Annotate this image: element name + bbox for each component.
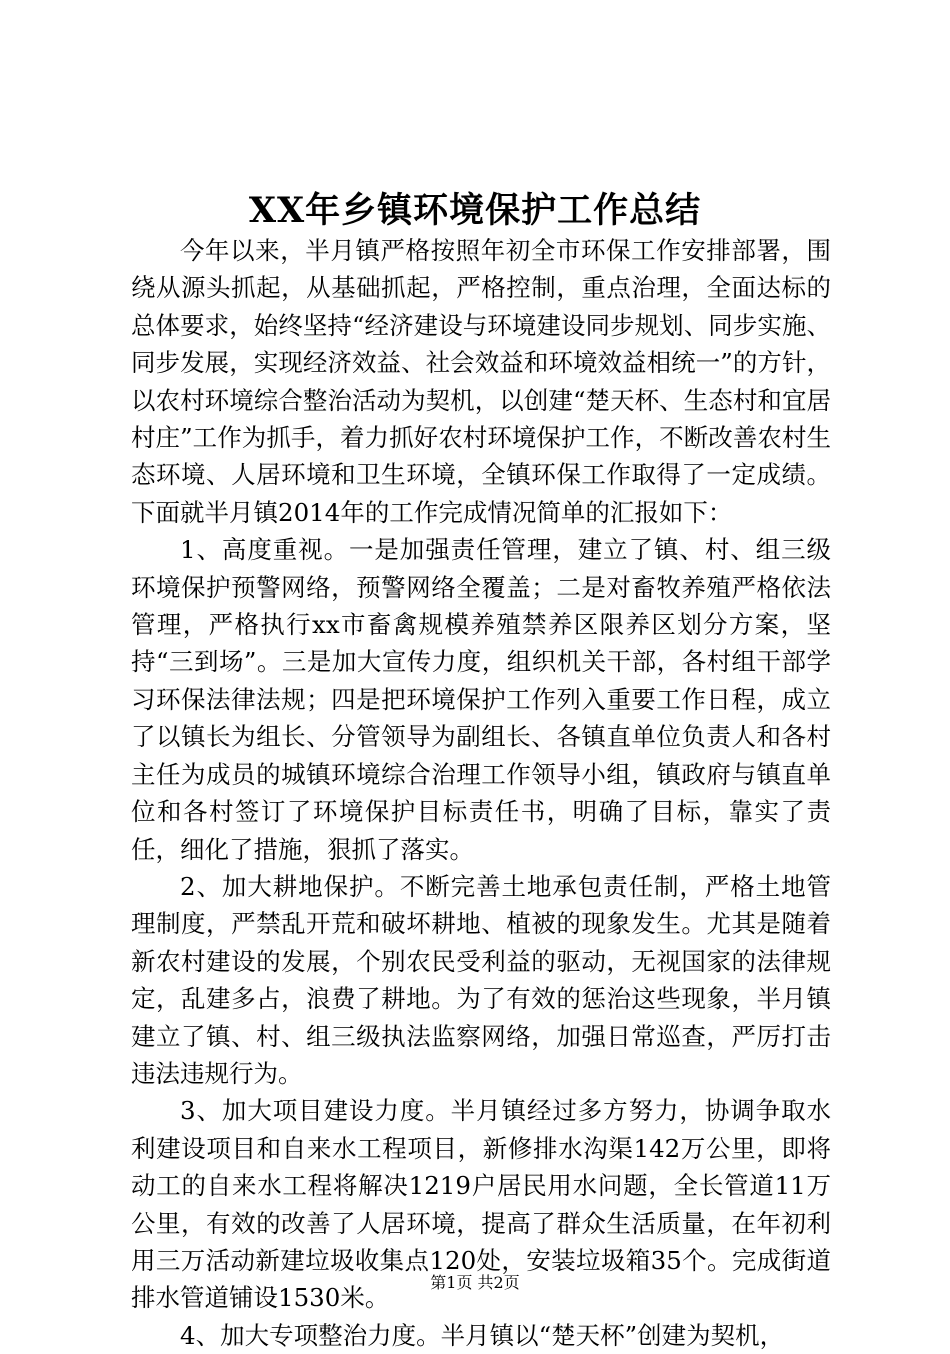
paragraph-item-3: 3、加大项目建设力度。半月镇经过多方努力，协调争取水利建设项目和自来水工程项目，新修排水沟渠142万公里，即将动工的自来水工程将解决1219户居民用水问题，全长管道11万公里，有效的改善了人居环境，提高了群众生活质量，在年初利用三万活动新建垃圾收集点120处，安装垃圾箱35个。完成街道排水管道铺设1530米。 [131,1096,831,1313]
document-title: XX年乡镇环境保护工作总结 [248,190,702,231]
page-number-footer: 第1页 共2页 [430,1273,520,1292]
document-body [131,232,831,1354]
paragraph-item-4: 4、加大专项整治力度。半月镇以“楚天杯”创建为契机， [180,1320,785,1350]
paragraph-intro: 今年以来，半月镇严格按照年初全市环保工作安排部署，围绕从源头抓起，从基础抓起，严格控制，重点治理，全面达标的总体要求，始终坚持“经济建设与环境建设同步规划、同步实施、同步发展，实现经济效益、社会效益和环境效益相统一”的方针，以农村环境综合整治活动为契机，以创建“楚天杯、生态村和宜居村庄”工作为抓手，着力抓好农村环境保护工作，不断改善农村生态环境、人居环境和卫生环境，全镇环保工作取得了一定成绩。下面就半月镇2014年的工作完成情况简单的汇报如下： [131,236,831,527]
paragraph-item-1: 1、高度重视。一是加强责任管理，建立了镇、村、组三级环境保护预警网络，预警网络全覆盖；二是对畜牧养殖严格依法管理，严格执行xx市畜禽规模养殖禁养区限养区划分方案，坚持“三到场”。三是加大宣传力度，组织机关干部，各村组干部学习环保法律法规；四是把环境保护工作列入重要工作日程，成立了以镇长为组长、分管领导为副组长、各镇直单位负责人和各村主任为成员的城镇环境综合治理工作领导小组，镇政府与镇直单位和各村签订了环境保护目标责任书，明确了目标，靠实了责任，细化了措施，狠抓了落实。 [131,535,831,864]
paragraph-item-2: 2、加大耕地保护。不断完善土地承包责任制，严格土地管理制度，严禁乱开荒和破坏耕地、植被的现象发生。尤其是随着新农村建设的发展，个别农民受利益的驱动，无视国家的法律规定，乱建多占，浪费了耕地。为了有效的惩治这些现象，半月镇建立了镇、村、组三级执法监察网络，加强日常巡查，严厉打击违法违规行为。 [131,871,831,1088]
